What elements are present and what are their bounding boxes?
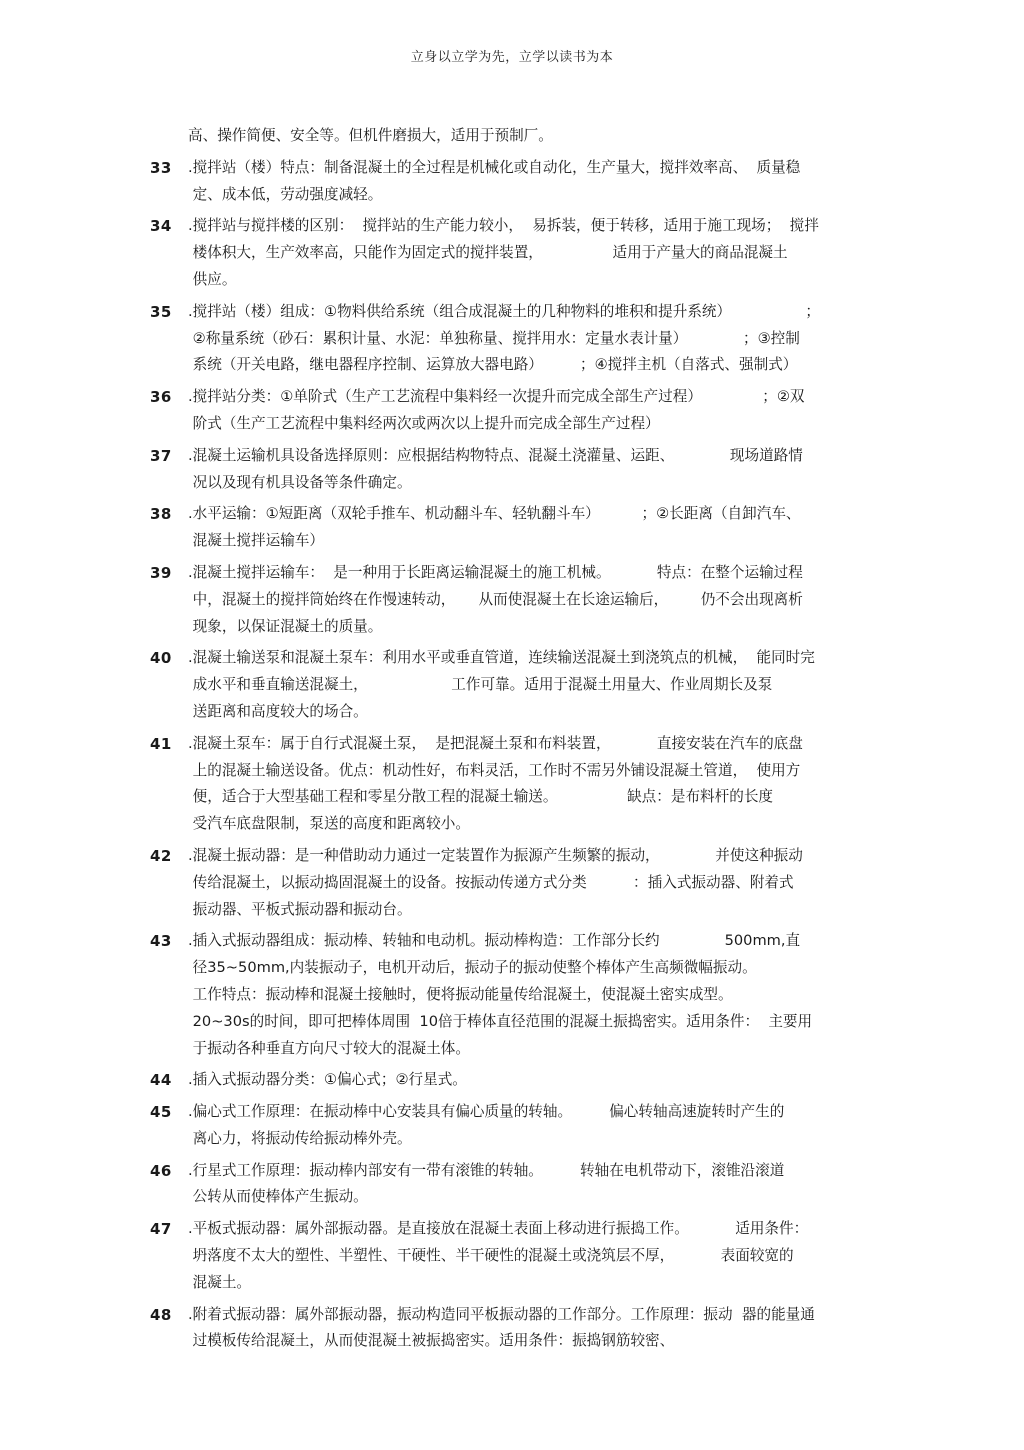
numbered-item [150, 1067, 872, 1094]
item-text-line: 现象，以保证混凝土的质量。 [188, 617, 383, 635]
item-number: 45 [150, 1103, 172, 1122]
item-text-line: 况以及现有机具设备等条件确定。 [188, 473, 412, 491]
item-text-line: .搅拌站（楼）特点：制备混凝土的全过程是机械化或自动化，生产量大，搅拌效率高、 质量稳 [188, 158, 801, 176]
item-number: 42 [150, 846, 172, 865]
numbered-item [150, 501, 872, 555]
item-text-line: 离心力，将振动传给振动棒外壳。 [188, 1129, 412, 1147]
continuation-paragraph [150, 123, 872, 150]
item-text-line: .混凝土输送泵和混凝土泵车：利用水平或垂直管道，连续输送混凝土到浇筑点的机械， 能同时完 [188, 649, 815, 667]
numbered-item [150, 213, 872, 293]
item-text-line: .搅拌站分类：①单阶式（生产工艺流程中集料经一次提升而完成全部生产过程） ；②双 [188, 388, 805, 406]
numbered-item [150, 1216, 872, 1296]
item-text-line: .平板式振动器：属外部振动器。是直接放在混凝土表面上移动进行振捣工作。 适用条件： [188, 1220, 809, 1238]
item-number: 46 [150, 1161, 172, 1180]
numbered-item [150, 560, 872, 640]
item-text-line: 阶式（生产工艺流程中集料经两次或两次以上提升而完成全部生产过程） [188, 414, 660, 432]
page-header: 立身以立学为先，立学以读书为本 [410, 50, 614, 65]
item-number: 38 [150, 505, 172, 524]
item-text-line: 混凝土。 [188, 1273, 252, 1291]
item-text-line: 便，适合于大型基础工程和零星分散工程的混凝土输送。 缺点：是布料杆的长度 [188, 788, 774, 806]
item-text-line: 于振动各种垂直方向尺寸较大的混凝土体。 [188, 1039, 470, 1057]
item-text-line: .附着式振动器：属外部振动器，振动构造同平板振动器的工作部分。工作原理：振动 器的能量通 [188, 1305, 815, 1323]
numbered-item [150, 299, 872, 379]
item-text-line: .偏心式工作原理：在振动棒中心安装具有偏心质量的转轴。 偏心转轴高速旋转时产生的 [188, 1103, 785, 1121]
item-text-line: 过模板传给混凝土，从而使混凝土被振捣密实。适用条件：振捣钢筋较密、 [188, 1332, 675, 1350]
item-text-line: 送距离和高度较大的场合。 [188, 702, 368, 720]
numbered-item [150, 645, 872, 725]
item-text-line: 坍落度不太大的塑性、半塑性、干硬性、半干硬性的混凝土或浇筑层不厚， 表面较宽的 [188, 1247, 794, 1265]
item-number: 39 [150, 563, 172, 582]
item-text-line: 成水平和垂直输送混凝土， 工作可靠。适用于混凝土用量大、作业周期长及泵 [188, 676, 773, 694]
item-number: 44 [150, 1071, 172, 1090]
item-number: 40 [150, 649, 172, 668]
numbered-item [150, 731, 872, 838]
item-number: 34 [150, 217, 172, 236]
item-number: 48 [150, 1305, 172, 1324]
item-text-line: .插入式振动器组成：振动棒、转轴和电动机。振动棒构造：工作部分长约 500mm,直 [188, 932, 801, 950]
item-number: 36 [150, 388, 172, 407]
numbered-item [150, 1158, 872, 1212]
numbered-item [150, 1099, 872, 1153]
item-text-line: 20~30s的时间，即可把棒体周围 10倍于棒体直径范围的混凝土振捣密实。适用条件： 主要用 [188, 1012, 813, 1030]
item-text-line: ②称量系统（砂石：累积计量、水泥：单独称量、搅拌用水：定量水表计量） ；③控制 [188, 329, 800, 347]
item-text-line: 定、成本低，劳动强度减轻。 [188, 185, 383, 203]
document-body [150, 123, 872, 1360]
item-text-line: .行星式工作原理：振动棒内部安有一带有滚锥的转轴。 转轴在电机带动下，滚锥沿滚道 [188, 1161, 785, 1179]
item-text-line: .水平运输：①短距离（双轮手推车、机动翻斗车、轻轨翻斗车） ；②长距离（自卸汽车、 [188, 505, 801, 523]
numbered-item [150, 155, 872, 209]
item-text-line: 混凝土搅拌运输车） [188, 532, 324, 550]
item-text-line: .混凝土振动器：是一种借助动力通过一定装置作为振源产生频繁的振动， 并使这种振动 [188, 846, 803, 864]
item-text-line: 供应。 [188, 270, 237, 288]
text-line: 高、操作简便、安全等。但机件磨损大，适用于预制厂。 [188, 127, 553, 144]
item-text-line: .混凝土运输机具设备选择原则：应根据结构物特点、混凝土浇灌量、运距、 现场道路情 [188, 446, 803, 464]
item-text-line: .搅拌站与搅拌楼的区别： 搅拌站的生产能力较小， 易拆装，便于转移，适用于施工现场； 搅拌 [188, 217, 819, 235]
item-number: 37 [150, 446, 172, 465]
item-text-line: 系统（开关电路，继电器程序控制、运算放大器电路） ；④搅拌主机（自落式、强制式） [188, 356, 798, 374]
item-text-line: 传给混凝土，以振动捣固混凝土的设备。按振动传递方式分类 ：插入式振动器、附着式 [188, 873, 794, 891]
item-text-line: .搅拌站（楼）组成：①物料供给系统（组合成混凝土的几种物料的堆积和提升系统） ； [188, 302, 820, 320]
item-number: 33 [150, 158, 172, 177]
item-text-line: 径35~50mm,内装振动子，电机开动后，振动子的振动使整个棒体产生高频微幅振动。 [188, 959, 757, 977]
item-text-line: 受汽车底盘限制，泵送的高度和距离较小。 [188, 815, 470, 833]
item-text-line: 公转从而使棒体产生振动。 [188, 1188, 368, 1206]
numbered-item [150, 443, 872, 497]
item-text-line: 中，混凝土的搅拌筒始终在作慢速转动， 从而使混凝土在长途运输后， 仍不会出现离析 [188, 590, 803, 608]
numbered-item [150, 928, 872, 1062]
numbered-item [150, 1302, 872, 1356]
item-text-line: .混凝土搅拌运输车： 是一种用于长距离运输混凝土的施工机械。 特点：在整个运输过程 [188, 563, 803, 581]
item-text-line: 工作特点：振动棒和混凝土接触时，便将振动能量传给混凝土，使混凝土密实成型。 [188, 985, 733, 1003]
item-text-line: 楼体积大，生产效率高，只能作为固定式的搅拌装置， 适用于产量大的商品混凝土 [188, 244, 788, 262]
item-text-line: 上的混凝土输送设备。优点：机动性好，布料灵活，工作时不需另外铺设混凝土管道， 使用方 [188, 761, 801, 779]
item-text-line: 振动器、平板式振动器和振动台。 [188, 900, 412, 918]
item-text-line: .混凝土泵车：属于自行式混凝土泵， 是把混凝土泵和布料装置， 直接安装在汽车的底盘 [188, 734, 803, 752]
item-number: 35 [150, 302, 172, 321]
item-number: 41 [150, 734, 172, 753]
numbered-item [150, 843, 872, 923]
numbered-item [150, 384, 872, 438]
item-number: 43 [150, 932, 172, 951]
item-number: 47 [150, 1220, 172, 1239]
item-text-line: .插入式振动器分类：①偏心式；②行星式。 [188, 1071, 467, 1089]
